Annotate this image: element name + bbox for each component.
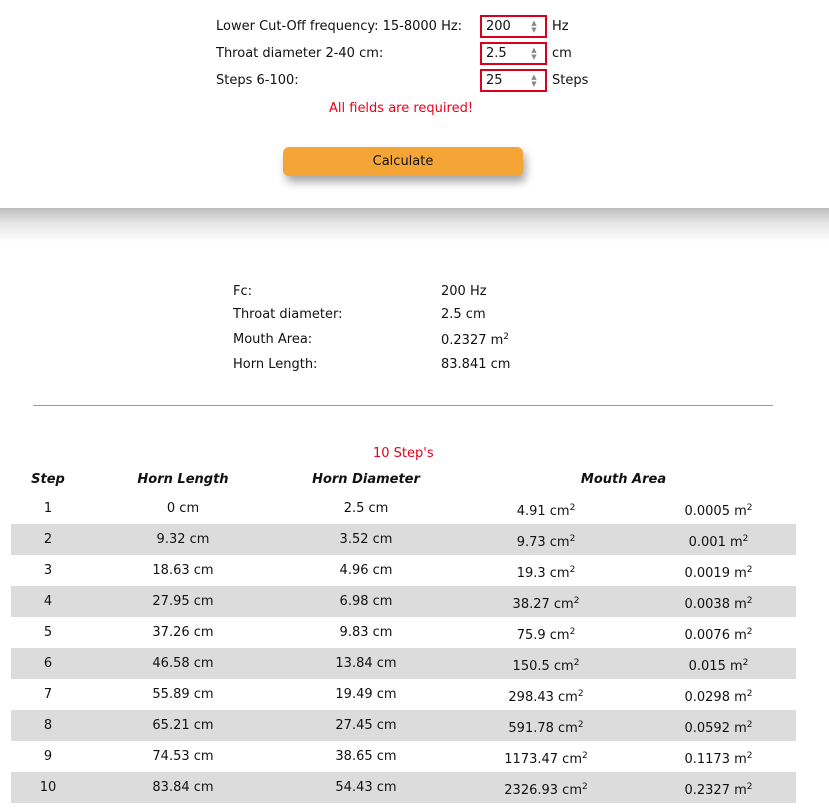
- cell-horn-length: 74.53 cm: [152, 749, 214, 764]
- cell-mouth-area-cm: [451, 617, 641, 648]
- area-m-exponent: 2: [746, 503, 753, 513]
- cell-horn-length: 37.26 cm: [152, 625, 214, 640]
- throat-label: Throat diameter:: [233, 307, 343, 322]
- area-m-value: 0.001 m: [688, 535, 743, 550]
- area-m-value: 0.0076 m: [684, 628, 747, 643]
- mouth-area-exponent: 2: [503, 332, 510, 342]
- cell-step: 10: [39, 780, 57, 795]
- cell-horn-diameter: 13.84 cm: [335, 656, 397, 671]
- cell-mouth-area-m: [641, 710, 796, 741]
- cell-step: 7: [43, 687, 53, 702]
- mouth-area-value: [441, 332, 509, 348]
- area-m-exponent: 2: [746, 782, 753, 792]
- area-cm-value: 150.5 cm: [512, 659, 574, 674]
- cell-horn-length: 18.63 cm: [152, 563, 214, 578]
- cell-mouth-area-m: [641, 679, 796, 710]
- table-row: [11, 772, 796, 803]
- table-row: [11, 524, 796, 555]
- throat-diameter-unit: cm: [552, 46, 572, 61]
- table-row: [11, 617, 796, 648]
- cell-horn-diameter: 3.52 cm: [339, 532, 393, 547]
- area-m-exponent: 2: [746, 720, 753, 730]
- cell-step: 9: [43, 749, 53, 764]
- cell-step: 1: [43, 501, 53, 516]
- horn-calculator-form: [0, 0, 829, 208]
- header-horn-diameter: Horn Diameter: [312, 472, 420, 487]
- area-cm-exponent: 2: [569, 627, 576, 637]
- throat-diameter-value: 2.5: [486, 46, 507, 61]
- cell-horn-diameter: 27.45 cm: [335, 718, 397, 733]
- cutoff-frequency-label: Lower Cut-Off frequency: 15-8000 Hz:: [216, 19, 463, 34]
- cell-mouth-area-m: [641, 555, 796, 586]
- area-m-exponent: 2: [746, 627, 753, 637]
- cell-step: 8: [43, 718, 53, 733]
- cell-horn-diameter: 6.98 cm: [339, 594, 393, 609]
- cutoff-frequency-input[interactable]: [480, 15, 547, 38]
- steps-input[interactable]: [480, 69, 547, 92]
- cutoff-frequency-unit: Hz: [552, 19, 569, 34]
- table-row: [11, 741, 796, 772]
- fc-value: 200 Hz: [441, 284, 487, 299]
- area-m-exponent: 2: [746, 565, 753, 575]
- cell-horn-length: 27.95 cm: [152, 594, 214, 609]
- throat-value: 2.5 cm: [441, 307, 486, 322]
- mouth-area-label: Mouth Area:: [233, 332, 313, 347]
- header-mouth-area: Mouth Area: [580, 472, 667, 487]
- cell-horn-diameter: 9.83 cm: [339, 625, 393, 640]
- table-row: [11, 679, 796, 710]
- cell-mouth-area-m: [641, 741, 796, 772]
- cell-step: 3: [43, 563, 53, 578]
- area-m-value: 0.015 m: [688, 659, 743, 674]
- table-row: [11, 648, 796, 679]
- cell-mouth-area-cm: [451, 710, 641, 741]
- area-cm-exponent: 2: [569, 503, 576, 513]
- area-cm-value: 38.27 cm: [512, 597, 574, 612]
- cell-mouth-area-m: [641, 648, 796, 679]
- required-message: All fields are required!: [329, 101, 474, 116]
- stepper-arrows-icon[interactable]: ▲ ▼: [531, 18, 537, 34]
- cell-horn-length: 46.58 cm: [152, 656, 214, 671]
- cell-mouth-area-cm: [451, 493, 641, 524]
- cell-mouth-area-m: [641, 493, 796, 524]
- area-m-exponent: 2: [746, 751, 753, 761]
- cell-mouth-area-cm: [451, 586, 641, 617]
- cell-horn-diameter: 2.5 cm: [343, 501, 389, 516]
- area-cm-exponent: 2: [573, 658, 580, 668]
- area-cm-value: 298.43 cm: [508, 690, 578, 705]
- area-m-value: 0.1173 m: [684, 752, 747, 767]
- cell-horn-diameter: 38.65 cm: [335, 749, 397, 764]
- area-m-value: 0.0005 m: [684, 504, 747, 519]
- area-cm-exponent: 2: [569, 534, 576, 544]
- mouth-area-number: 0.2327 m: [441, 333, 504, 348]
- horn-length-label: Horn Length:: [233, 357, 318, 372]
- cell-mouth-area-m: [641, 524, 796, 555]
- header-step: Step: [31, 472, 65, 487]
- calculate-button[interactable]: Calculate: [283, 147, 523, 176]
- cell-mouth-area-m: [641, 772, 796, 803]
- throat-diameter-label: Throat diameter 2-40 cm:: [216, 46, 384, 61]
- cell-mouth-area-m: [641, 586, 796, 617]
- cell-mouth-area-cm: [451, 648, 641, 679]
- area-cm-exponent: 2: [581, 782, 588, 792]
- area-cm-value: 75.9 cm: [516, 628, 570, 643]
- stepper-arrows-icon[interactable]: ▲ ▼: [531, 45, 537, 61]
- section-divider: [0, 208, 829, 242]
- area-m-exponent: 2: [742, 658, 749, 668]
- throat-diameter-input[interactable]: [480, 42, 547, 65]
- table-row: [11, 555, 796, 586]
- area-cm-value: 591.78 cm: [508, 721, 578, 736]
- steps-label: Steps 6-100:: [216, 73, 299, 88]
- area-m-value: 0.2327 m: [684, 783, 747, 798]
- steps-count-title: 10 Step's: [373, 446, 434, 461]
- steps-unit: Steps: [552, 73, 589, 88]
- steps-value: 25: [486, 73, 503, 88]
- cell-horn-length: 9.32 cm: [156, 532, 210, 547]
- cell-step: 6: [43, 656, 53, 671]
- cell-step: 5: [43, 625, 53, 640]
- cell-horn-length: 83.84 cm: [152, 780, 214, 795]
- area-m-value: 0.0038 m: [684, 597, 747, 612]
- area-cm-value: 9.73 cm: [516, 535, 570, 550]
- cell-mouth-area-cm: [451, 772, 641, 803]
- area-m-exponent: 2: [746, 596, 753, 606]
- table-row: [11, 710, 796, 741]
- cell-mouth-area-cm: [451, 555, 641, 586]
- cell-step: 4: [43, 594, 53, 609]
- horn-length-value: 83.841 cm: [441, 357, 511, 372]
- cell-mouth-area-cm: [451, 524, 641, 555]
- cell-step: 2: [43, 532, 53, 547]
- area-m-exponent: 2: [742, 534, 749, 544]
- area-cm-exponent: 2: [569, 565, 576, 575]
- area-cm-value: 2326.93 cm: [504, 783, 582, 798]
- area-m-value: 0.0019 m: [684, 566, 747, 581]
- cell-horn-diameter: 54.43 cm: [335, 780, 397, 795]
- horizontal-rule: [33, 405, 773, 406]
- cell-horn-diameter: 19.49 cm: [335, 687, 397, 702]
- cell-horn-length: 65.21 cm: [152, 718, 214, 733]
- header-horn-length: Horn Length: [137, 472, 229, 487]
- cell-mouth-area-m: [641, 617, 796, 648]
- table-row: [11, 586, 796, 617]
- cell-mouth-area-cm: [451, 679, 641, 710]
- fc-label: Fc:: [233, 284, 253, 299]
- area-cm-exponent: 2: [581, 751, 588, 761]
- cell-horn-length: 0 cm: [166, 501, 200, 516]
- area-cm-value: 19.3 cm: [516, 566, 570, 581]
- cell-mouth-area-cm: [451, 741, 641, 772]
- area-m-exponent: 2: [746, 689, 753, 699]
- cutoff-frequency-value: 200: [486, 19, 511, 34]
- area-cm-exponent: 2: [577, 720, 584, 730]
- cell-horn-diameter: 4.96 cm: [339, 563, 393, 578]
- area-cm-value: 1173.47 cm: [504, 752, 582, 767]
- area-cm-exponent: 2: [577, 689, 584, 699]
- stepper-arrows-icon[interactable]: ▲ ▼: [531, 72, 537, 88]
- area-cm-exponent: 2: [573, 596, 580, 606]
- area-m-value: 0.0298 m: [684, 690, 747, 705]
- cell-horn-length: 55.89 cm: [152, 687, 214, 702]
- area-cm-value: 4.91 cm: [516, 504, 570, 519]
- table-row: [11, 493, 796, 524]
- area-m-value: 0.0592 m: [684, 721, 747, 736]
